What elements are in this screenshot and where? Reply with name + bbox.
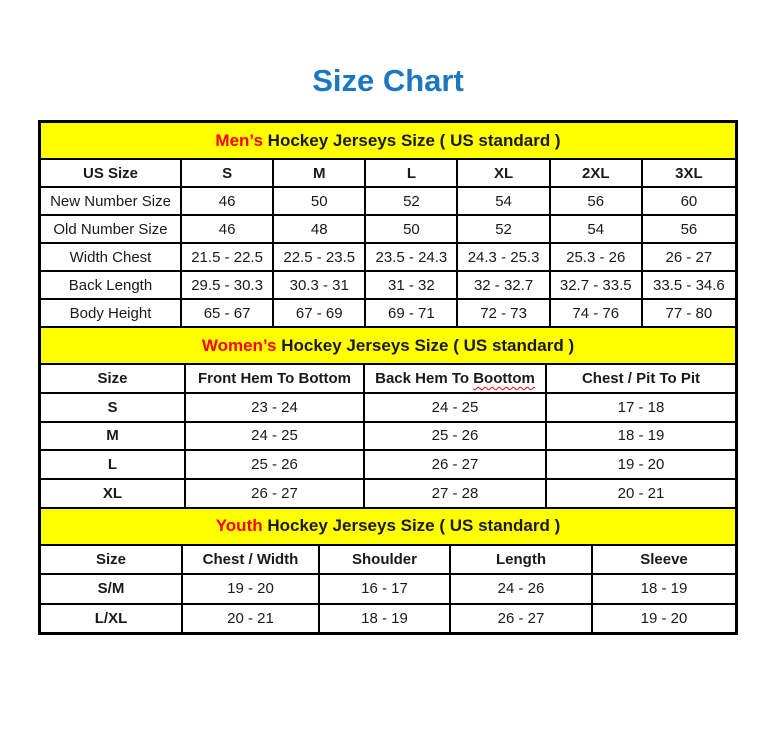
- youth-column-header: Length: [451, 546, 593, 573]
- youth-banner-highlight: Youth: [215, 516, 263, 536]
- mens-data-cell: 22.5 - 23.5: [274, 244, 366, 270]
- mens-data-cell: 56: [680, 220, 698, 238]
- youth-data-cell: 19 - 20: [640, 609, 688, 627]
- womens-row-label: L: [41, 451, 186, 478]
- youth-row-label: S/M: [41, 575, 183, 602]
- womens-data-cell: 26 - 27: [186, 480, 365, 507]
- youth-column-header: Size: [41, 546, 183, 573]
- youth-data-cell: 20 - 21: [183, 605, 320, 632]
- womens-data-cell: 25 - 26: [365, 423, 547, 450]
- youth-header-row: [41, 546, 735, 575]
- youth-data-cell: 16 - 17: [320, 575, 451, 602]
- womens-table-row: [41, 423, 735, 452]
- womens-table-row: [41, 480, 735, 509]
- womens-column-header-prefix: Back Hem To: [375, 369, 474, 387]
- womens-table-row: [41, 451, 735, 480]
- mens-data-cell: 48: [274, 216, 366, 242]
- mens-data-cell: 77 - 80: [665, 304, 713, 322]
- youth-section-banner: [41, 509, 735, 546]
- mens-column-header: L: [366, 160, 458, 186]
- mens-section-banner: [41, 123, 735, 160]
- womens-data-cell: 24 - 25: [365, 394, 547, 421]
- womens-data-cell: 19 - 20: [617, 456, 665, 474]
- womens-column-header: Size: [41, 365, 186, 392]
- womens-row-label: M: [41, 423, 186, 450]
- mens-row-label: Old Number Size: [41, 216, 182, 242]
- youth-data-cell: 26 - 27: [451, 605, 593, 632]
- womens-column-header: Front Hem To Bottom: [186, 365, 365, 392]
- mens-data-cell: 26 - 27: [665, 248, 713, 266]
- womens-column-header-misspelled: [365, 365, 547, 392]
- womens-data-cell: 24 - 25: [186, 423, 365, 450]
- mens-data-cell: 69 - 71: [366, 300, 458, 326]
- womens-data-cell: 27 - 28: [365, 480, 547, 507]
- mens-data-cell: 23.5 - 24.3: [366, 244, 458, 270]
- size-chart-page: [0, 60, 776, 635]
- mens-data-cell: 31 - 32: [366, 272, 458, 298]
- mens-table-row: [41, 244, 735, 272]
- mens-column-header: S: [182, 160, 274, 186]
- womens-data-cell: 23 - 24: [186, 394, 365, 421]
- mens-table-row: [41, 188, 735, 216]
- mens-row-label: New Number Size: [41, 188, 182, 214]
- youth-table-row: [41, 605, 735, 632]
- youth-table-row: [41, 575, 735, 604]
- mens-data-cell: 65 - 67: [182, 300, 274, 326]
- womens-data-cell: 18 - 19: [617, 427, 665, 445]
- mens-table-row: [41, 216, 735, 244]
- youth-data-cell: 24 - 26: [451, 575, 593, 602]
- womens-header-row: [41, 365, 735, 394]
- youth-column-header: Shoulder: [320, 546, 451, 573]
- mens-data-cell: 52: [458, 216, 550, 242]
- womens-row-label: S: [41, 394, 186, 421]
- youth-banner-text: Hockey Jerseys Size ( US standard ): [262, 516, 561, 536]
- youth-data-cell: 18 - 19: [320, 605, 451, 632]
- mens-data-cell: 32 - 32.7: [458, 272, 550, 298]
- womens-section-banner: [41, 328, 735, 365]
- mens-data-cell: 56: [551, 188, 643, 214]
- mens-data-cell: 29.5 - 30.3: [182, 272, 274, 298]
- mens-data-cell: 72 - 73: [458, 300, 550, 326]
- youth-column-header: Sleeve: [640, 551, 688, 569]
- womens-data-cell: 17 - 18: [617, 398, 665, 416]
- size-chart-tables: [38, 120, 738, 635]
- mens-row-label: Body Height: [41, 300, 182, 326]
- womens-banner-highlight: Women’s: [201, 335, 277, 355]
- mens-data-cell: 21.5 - 22.5: [182, 244, 274, 270]
- mens-data-cell: 67 - 69: [274, 300, 366, 326]
- mens-column-header: 2XL: [551, 160, 643, 186]
- womens-banner-text: Hockey Jerseys Size ( US standard ): [276, 335, 575, 355]
- youth-row-label: L/XL: [41, 605, 183, 632]
- mens-data-cell: 25.3 - 26: [551, 244, 643, 270]
- mens-data-cell: 46: [182, 188, 274, 214]
- page-title: Size Chart: [312, 63, 464, 98]
- womens-column-header: Chest / Pit To Pit: [581, 369, 701, 387]
- womens-data-cell: 20 - 21: [617, 485, 665, 503]
- mens-data-cell: 60: [680, 192, 698, 210]
- mens-data-cell: 30.3 - 31: [274, 272, 366, 298]
- mens-column-header: M: [274, 160, 366, 186]
- womens-table-row: [41, 394, 735, 423]
- mens-data-cell: 74 - 76: [551, 300, 643, 326]
- mens-data-cell: 54: [458, 188, 550, 214]
- mens-banner-highlight: Men’s: [215, 130, 263, 150]
- mens-data-cell: 33.5 - 34.6: [653, 276, 725, 294]
- mens-data-cell: 52: [366, 188, 458, 214]
- mens-data-cell: 32.7 - 33.5: [551, 272, 643, 298]
- mens-column-header: 3XL: [675, 164, 703, 182]
- womens-row-label: XL: [41, 480, 186, 507]
- mens-column-header: US Size: [41, 160, 182, 186]
- mens-row-label: Back Length: [41, 272, 182, 298]
- youth-data-cell: 19 - 20: [183, 575, 320, 602]
- womens-data-cell: 25 - 26: [186, 451, 365, 478]
- youth-data-cell: 18 - 19: [640, 580, 688, 598]
- youth-column-header: Chest / Width: [183, 546, 320, 573]
- mens-table-row: [41, 300, 735, 328]
- mens-data-cell: 50: [274, 188, 366, 214]
- mens-data-cell: 54: [551, 216, 643, 242]
- mens-table-row: [41, 272, 735, 300]
- mens-row-label: Width Chest: [41, 244, 182, 270]
- mens-banner-text: Hockey Jerseys Size ( US standard ): [262, 130, 561, 150]
- mens-data-cell: 46: [182, 216, 274, 242]
- womens-data-cell: 26 - 27: [365, 451, 547, 478]
- mens-header-row: [41, 160, 735, 188]
- mens-column-header: XL: [458, 160, 550, 186]
- mens-data-cell: 50: [366, 216, 458, 242]
- spellcheck-underline-word: Boottom: [473, 369, 535, 387]
- mens-data-cell: 24.3 - 25.3: [458, 244, 550, 270]
